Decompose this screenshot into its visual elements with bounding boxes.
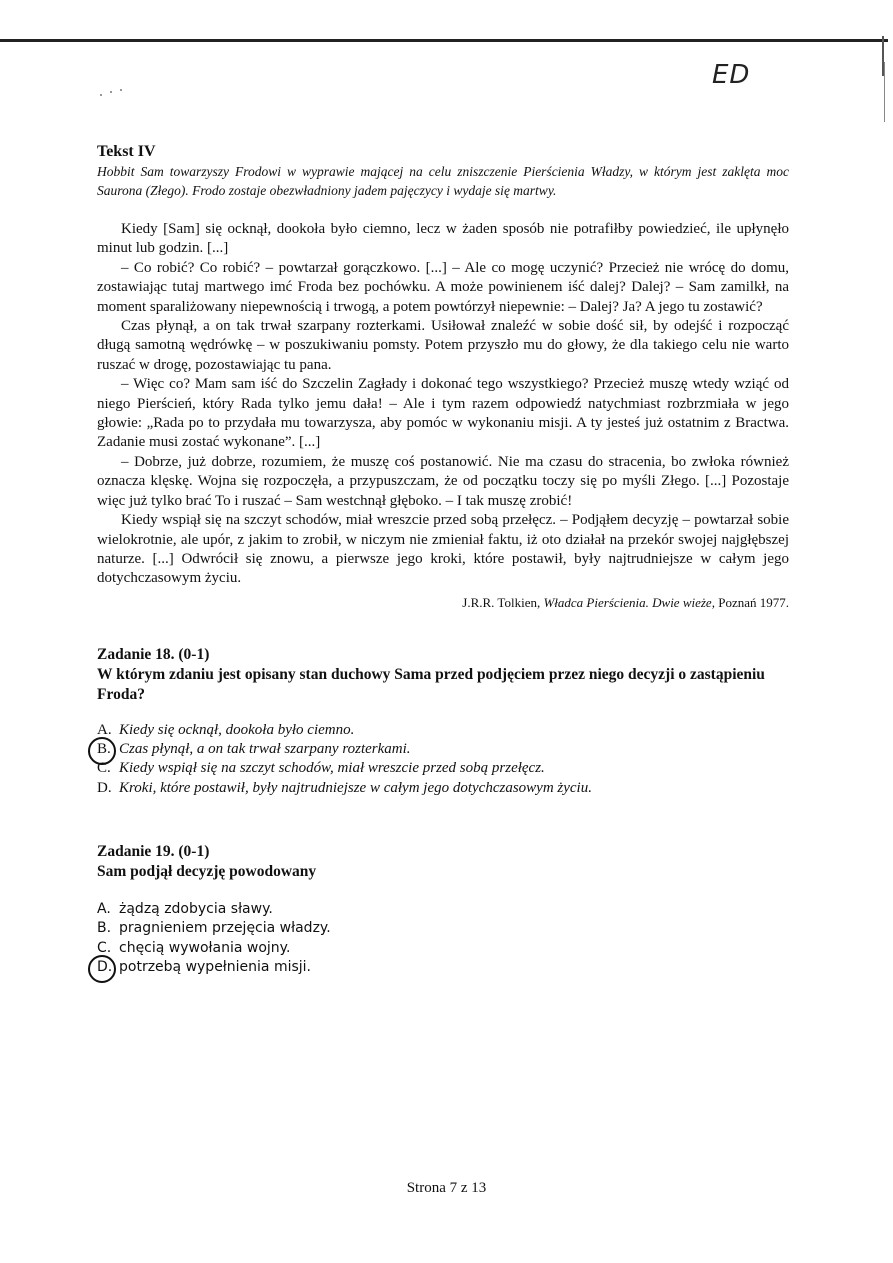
option-text: Czas płynął, a on tak trwał szarpany rozterkami. xyxy=(119,741,411,758)
answer-option-c[interactable] xyxy=(97,759,789,778)
source-place: Poznań 1977. xyxy=(718,594,789,610)
scan-top-rule xyxy=(0,39,888,42)
option-text: potrzebą wypełnienia misji. xyxy=(119,959,312,976)
source-title: Władca Pierścienia. Dwie wieże, xyxy=(543,594,715,610)
passage-paragraph: – Dobrze, już dobrze, rozumiem, że muszę coś postanowić. Nie ma czasu do stracenia, bo zwłoka również oznacza klęskę. Wojna się rozpoczęła, a przypuszczam, że od początku toczy się po myśli Złego. [...] Pozostaje więc już tylko brać To i ruszać – Sam westchnął głęboko. – I tak muszę zrobić! xyxy=(97,453,789,509)
option-text: Kroki, które postawił, były najtrudniejsze w całym jego dotychczasowym życiu. xyxy=(119,779,592,796)
answer-option-d[interactable] xyxy=(97,779,789,798)
option-letter: B. xyxy=(97,740,119,759)
scan-specks xyxy=(98,88,128,98)
passage-paragraph: Kiedy wspiął się na szczyt schodów, miał wreszcie przed sobą przełęcz. – Podjąłem decyzję – powtarzał sobie wielokrotnie, ale upór, z jakim to zrobił, w niczym nie zmieniał faktu, iż oto działał na przekór swojej najgłębszej naturze. [...] Odwrócił się znowu, a pierwsze jego kroki, które postawił, były najtrudniejsze w całym jego dotychczasowym życiu. xyxy=(97,512,789,587)
passage-paragraph: – Co robić? Co robić? – powtarzał gorączkowo. [...] – Ale co mogę uczynić? Przecież nie wrócę do domu, zostawiając tutaj martwego imć Froda bez pochówku. A może powinienem iść dalej? Dalej? – Sam zamilkł, na moment sparaliżowany niepewnością i trwogą, a potem powtórzył niepewnie: – Dalej? Ja? A jego tu zostawić? xyxy=(97,259,789,315)
passage-paragraph: Kiedy [Sam] się ocknął, dookoła było ciemno, lecz w żaden sposób nie potrafiłby powiedzieć, ile upłynęło minut lub godzin. [...] xyxy=(97,221,789,257)
task-question: W którym zdaniu jest opisany stan duchowy Sama przed podjęciem przez niego decyzji o zastąpieniu Froda? xyxy=(97,665,765,703)
source-citation xyxy=(97,595,789,611)
option-letter: D. xyxy=(97,779,112,796)
answer-options xyxy=(97,900,789,978)
page-content xyxy=(97,143,789,978)
handwritten-mark: ED xyxy=(712,60,751,90)
answer-option-b-selected[interactable] xyxy=(97,740,789,759)
option-letter: C. xyxy=(97,760,111,777)
speck xyxy=(100,94,102,96)
task-18 xyxy=(97,645,789,798)
answer-option-c[interactable] xyxy=(97,939,789,959)
passage-paragraph: Czas płynął, a on tak trwał szarpany rozterkami. Usiłował znaleźć w sobie dość sił, by odejść i rozpocząć długą samotną wędrówkę – w poszukiwaniu pomsty. Potem przyszło mu do głowy, że dla takiego celu nie warto ruszać w drogę, pozostawiając tu pana. xyxy=(97,318,789,373)
page-footer: Strona 7 z 13 xyxy=(406,1180,487,1196)
option-text: Kiedy się ocknął, dookoła było ciemno. xyxy=(119,721,355,738)
option-letter: D. xyxy=(97,958,119,978)
option-text: żądzą zdobycia sławy. xyxy=(119,900,273,917)
source-author: J.R.R. Tolkien, xyxy=(462,594,541,610)
speck xyxy=(110,91,112,93)
text-title: Tekst IV xyxy=(97,143,156,160)
option-letter: A. xyxy=(97,721,112,738)
option-text: Kiedy wspiął się na szczyt schodów, miał wreszcie przed sobą przełęcz. xyxy=(119,760,545,777)
task-19 xyxy=(97,842,789,978)
task-question: Sam podjął decyzję powodowany xyxy=(97,862,317,880)
task-title: Zadanie 18. (0-1) xyxy=(97,645,210,663)
option-text: chęcią wywołania wojny. xyxy=(119,939,291,956)
answer-option-a[interactable] xyxy=(97,721,789,740)
speck xyxy=(120,89,122,91)
text-intro: Hobbit Sam towarzyszy Frodowi w wyprawie mającej na celu zniszczenie Pierścienia Władzy, w którym jest zaklęta moc Saurona (Złego). Frodo zostaje obezwładniony jadem pajęczycy i wydaje się martwy. xyxy=(97,164,789,198)
option-letter: C. xyxy=(97,939,112,956)
passage-paragraph: – Więc co? Mam sam iść do Szczelin Zagłady i dokonać tego wszystkiego? Przecież muszę wtedy wziąć od niego Pierścień, który Rada tylko jemu dała! – Ale i tym razem odpowiedź natychmiast rozbrzmiała w jego głowie: „Rada po to przydała mu towarzysza, aby pomóc w wykonaniu misji. A ty jesteś już ostatnim z Bractwa. Zadanie musi zostać wykonane”. [...] xyxy=(97,376,789,451)
answer-option-a[interactable] xyxy=(97,900,789,920)
answer-option-b[interactable] xyxy=(97,919,789,939)
answer-option-d-selected[interactable] xyxy=(97,958,789,978)
option-letter: A. xyxy=(97,900,111,917)
scan-edge-mark xyxy=(884,62,885,122)
passage xyxy=(97,220,789,589)
task-title: Zadanie 19. (0-1) xyxy=(97,842,210,860)
answer-options xyxy=(97,721,789,798)
option-letter: B. xyxy=(97,920,112,937)
option-text: pragnieniem przejęcia władzy. xyxy=(119,920,331,937)
